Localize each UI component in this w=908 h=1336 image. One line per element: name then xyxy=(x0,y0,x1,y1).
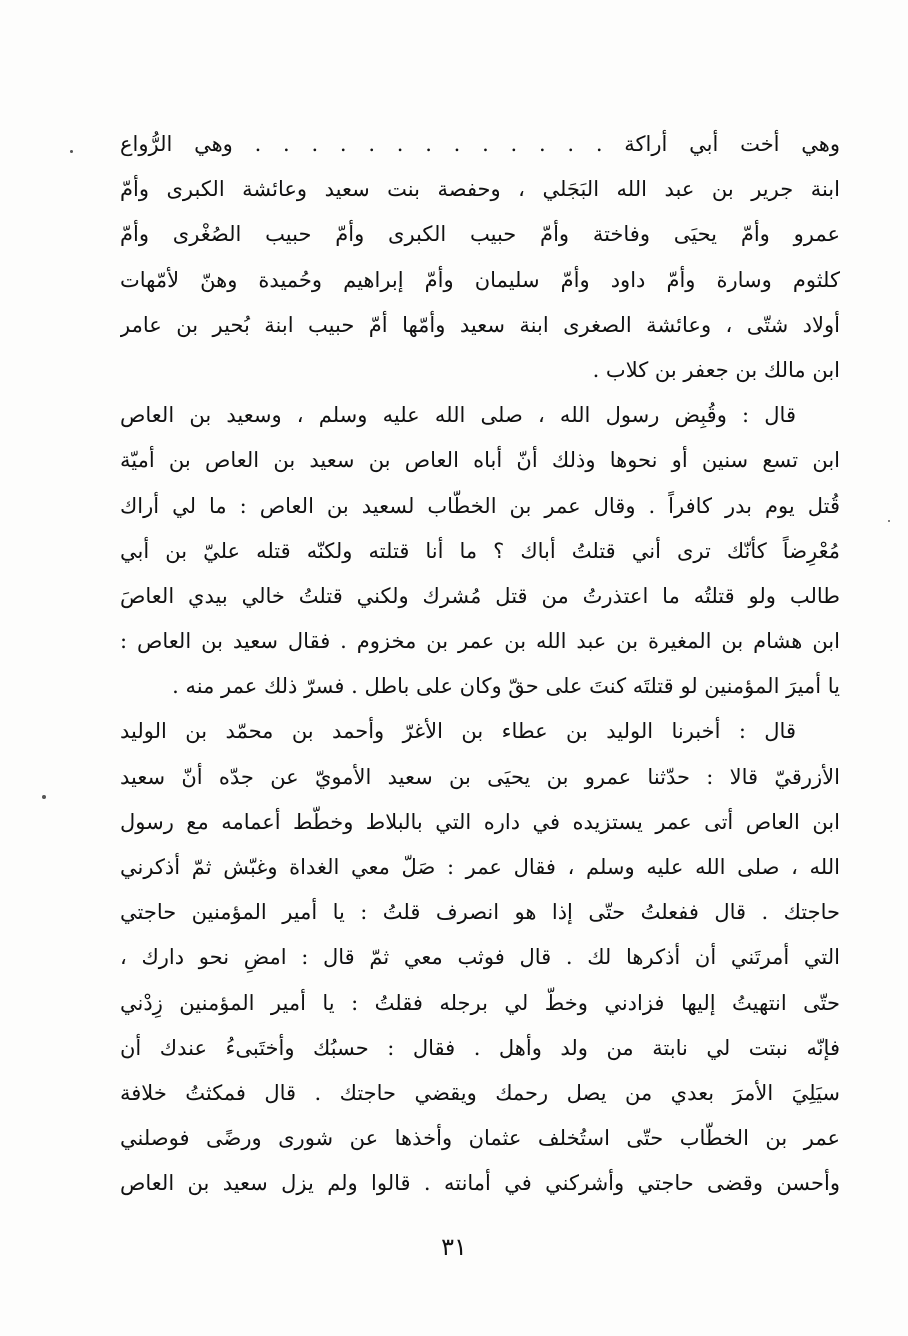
text-line: ابن تسع سنين أو نحوها وذلك أنّ أباه العاص بن سعيد بن العاص بن أميّة xyxy=(120,448,840,473)
text-line: الله ، صلى الله عليه وسلم ، فقال عمر : صَلّ معي الغداة وغبّش ثمّ أذكرني xyxy=(120,855,840,879)
text-line: ابن مالك بن جعفر بن كلاب . xyxy=(592,357,840,382)
page-number: ٣١ xyxy=(441,1233,467,1261)
text-line: قال : وقُبِض رسول الله ، صلى الله عليه وسلم ، وسعيد بن العاص xyxy=(120,403,796,428)
body-text xyxy=(120,122,840,1207)
text-line: ابن هشام بن المغيرة بن عبد الله بن عمر بن مخزوم . فقال سعيد بن العاص : xyxy=(120,629,840,654)
text-line: وأحسن وقضى حاجتي وأشركني في أمانته . قالوا ولم يزل سعيد بن العاص xyxy=(120,1171,840,1196)
scan-speck xyxy=(42,795,46,799)
text-line: حتّى انتهيتُ إليها فزادني وخطّ لي برجله فقلتُ : يا أمير المؤمنين زِدْني xyxy=(120,990,840,1015)
text-line: وهي أخت أبي أراكة . . . . . . . . . . . . . وهي الرُّواع xyxy=(120,132,840,156)
text-line: فإنّه نبتت لي نابتة من ولد وأهل . فقال : حسبُك وأختَبىءُ عندك أن xyxy=(120,1035,840,1060)
text-line: حاجتك . قال ففعلتُ حتّى إذا هو انصرف قلتُ : يا أمير المؤمنين حاجتي xyxy=(120,900,840,925)
scan-speck xyxy=(888,520,890,522)
text-line: كلثوم وسارة وأمّ داود وأمّ سليمان وأمّ إبراهيم وحُميدة وهنّ لأمّهات xyxy=(120,267,840,292)
text-line: التي أمرتَني أن أذكرها لك . قال فوثب معي ثمّ قال : امضِ نحو دارك ، xyxy=(120,945,840,970)
text-line: طالب ولو قتلتُه ما اعتذرتُ من قتل مُشرك ولكني قتلتُ خالي بيدي العاصَ xyxy=(120,583,840,608)
text-line: يا أميرَ المؤمنين لو قتلتَه كنتَ على حقّ وكان على باطل . فسرّ ذلك عمر منه . xyxy=(172,674,840,699)
text-line: ابن العاص أتى عمر يستزيده في داره التي بالبلاط وخطّط أعمامه مع رسول xyxy=(120,809,840,834)
text-line: عمرو وأمّ يحيَى وفاختة وأمّ حبيب الكبرى وأمّ حبيب الصُغْرى وأمّ xyxy=(120,222,840,247)
text-line: ابنة جرير بن عبد الله البَجَلي ، وحفصة بنت سعيد وعائشة الكبرى وأمّ xyxy=(120,177,840,202)
text-line: قُتل يوم بدر كافراً . وقال عمر بن الخطّاب لسعيد بن العاص : ما لي أراك xyxy=(120,493,840,518)
text-line: الأزرقيّ قالا : حدّثنا عمرو بن يحيَى بن سعيد الأمويّ عن جدّه أنّ سعيد xyxy=(120,764,840,789)
text-line: مُعْرِضاً كأنّك ترى أني قتلتُ أباك ؟ ما أنا قتلته ولكنّه قتله عليّ بن أبي xyxy=(120,538,840,563)
text-line: سيَلِيَ الأمرَ بعدي من يصل رحمك ويقضي حاجتك . قال فمكثتُ خلافة xyxy=(120,1080,840,1105)
scan-speck xyxy=(70,150,73,153)
text-line: عمر بن الخطّاب حتّى استُخلف عثمان وأخذها عن شورى ورضًى فوصلني xyxy=(120,1126,840,1151)
text-line: أولاد شتّى ، وعائشة الصغرى ابنة سعيد وأمّها أمّ حبيب ابنة بُحير بن عامر xyxy=(120,312,840,337)
text-line: قال : أخبرنا الوليد بن عطاء بن الأغرّ وأحمد بن محمّد بن الوليد xyxy=(120,719,796,744)
